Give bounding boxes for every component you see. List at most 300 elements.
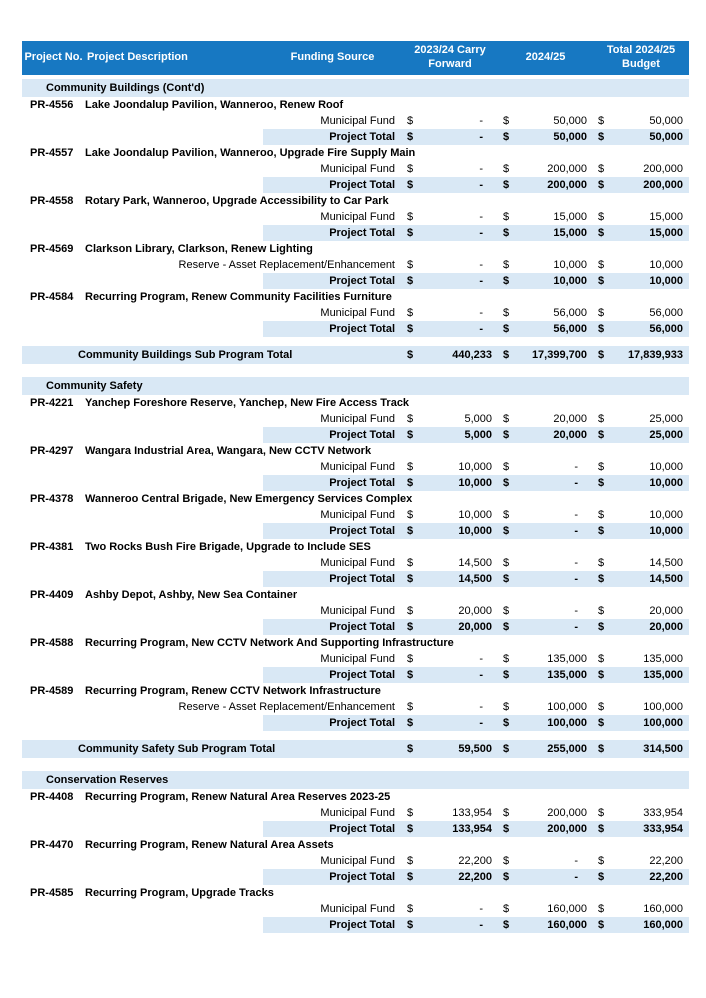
amount-value: 59,500 [458,743,492,755]
empty-cell [22,225,85,241]
project-title-row [22,443,689,459]
project-no: PR-4585 [30,887,74,899]
amount-value: 10,000 [458,525,492,537]
project-total-row [22,475,689,491]
total-budget-amount [593,257,689,273]
currency-symbol: $ [598,919,605,931]
year-2024-25-project-total [498,129,593,145]
currency-symbol: $ [503,509,510,521]
empty-cell [85,821,263,837]
project-total-label: Project Total [263,177,402,193]
year-2024-25-amount [498,901,593,917]
currency-symbol: $ [503,919,510,931]
project-total-label: Project Total [263,427,402,443]
currency-symbol: $ [503,605,510,617]
project-description: Lake Joondalup Pavilion, Wanneroo, Renew Roof [85,99,344,111]
currency-symbol: $ [598,871,605,883]
empty-cell [85,917,263,933]
funding-row [22,209,689,225]
project-description: Recurring Program, New CCTV Network And Supporting Infrastructure [85,637,454,649]
amount-value: - [479,163,483,175]
total-budget-amount [593,555,689,571]
amount-value: 10,000 [649,275,683,287]
currency-symbol: $ [407,307,414,319]
project-no: PR-4569 [30,243,74,255]
funding-source: Municipal Fund [320,115,395,127]
sub-program-total-label: Community Buildings Sub Program Total [78,349,293,361]
funding-row [22,257,689,273]
currency-symbol: $ [598,115,605,127]
empty-cell [22,507,85,523]
funding-row [22,699,689,715]
currency-symbol: $ [598,669,605,681]
funding-source: Municipal Fund [320,461,395,473]
total-budget-project-total [593,821,689,837]
capital-works-budget-table [22,41,689,933]
project-title-row [22,97,689,113]
table-body [22,75,689,933]
year-2024-25-sub-program-total [498,346,593,364]
funding-row [22,853,689,869]
total-budget-amount [593,113,689,129]
project-total-row [22,427,689,443]
currency-symbol: $ [407,823,414,835]
carry-forward-sub-program-total [402,740,498,758]
carry-forward-amount [402,699,498,715]
project-description: Recurring Program, Renew Community Facilities Furniture [85,291,392,303]
empty-cell [22,603,85,619]
currency-symbol: $ [598,557,605,569]
amount-value: 255,000 [547,743,587,755]
total-budget-amount [593,853,689,869]
project-no: PR-4297 [30,445,74,457]
empty-cell [85,523,263,539]
total-budget-project-total [593,427,689,443]
currency-symbol: $ [407,349,414,361]
funding-source: Municipal Fund [320,163,395,175]
sub-program-total-row [22,740,689,758]
project-total-label: Project Total [263,667,402,683]
currency-symbol: $ [503,259,510,271]
carry-forward-project-total [402,129,498,145]
year-2024-25-amount [498,603,593,619]
funding-source: Municipal Fund [320,509,395,521]
amount-value: 10,000 [458,461,492,473]
funding-row [22,113,689,129]
amount-value: 200,000 [643,163,683,175]
column-header-carry-forward: 2023/24 Carry Forward [414,44,486,70]
amount-value: 133,954 [452,823,492,835]
amount-value: 5,000 [464,413,492,425]
currency-symbol: $ [503,211,510,223]
currency-symbol: $ [598,509,605,521]
carry-forward-project-total [402,523,498,539]
empty-cell [22,161,85,177]
year-2024-25-amount [498,411,593,427]
project-total-row [22,321,689,337]
funding-source: Municipal Fund [320,807,395,819]
total-budget-project-total [593,475,689,491]
empty-cell [85,869,263,885]
currency-symbol: $ [598,179,605,191]
currency-symbol: $ [503,717,510,729]
carry-forward-project-total [402,475,498,491]
amount-value: - [479,653,483,665]
project-title-row [22,683,689,699]
total-budget-amount [593,651,689,667]
amount-value: 10,000 [649,525,683,537]
amount-value: 25,000 [649,429,683,441]
year-2024-25-project-total [498,225,593,241]
funding-source: Reserve - Asset Replacement/Enhancement [178,701,395,713]
amount-value: - [574,525,578,537]
column-header-project-no: Project No. [24,51,83,64]
currency-symbol: $ [503,669,510,681]
amount-value: 100,000 [643,717,683,729]
funding-source: Municipal Fund [320,653,395,665]
amount-value: - [479,131,483,143]
amount-value: 100,000 [547,701,587,713]
currency-symbol: $ [598,807,605,819]
amount-value: 14,500 [458,573,492,585]
currency-symbol: $ [598,743,605,755]
currency-symbol: $ [598,903,605,915]
project-title-row [22,587,689,603]
column-header-2024-25: 2024/25 [525,51,566,64]
currency-symbol: $ [503,573,510,585]
empty-cell [85,571,263,587]
amount-value: 314,500 [643,743,683,755]
amount-value: 20,000 [458,605,492,617]
amount-value: 56,000 [553,307,587,319]
project-title-row [22,145,689,161]
total-budget-amount [593,209,689,225]
carry-forward-project-total [402,619,498,635]
empty-cell [22,523,85,539]
amount-value: 20,000 [649,605,683,617]
year-2024-25-project-total [498,523,593,539]
amount-value: 333,954 [643,823,683,835]
carry-forward-amount [402,805,498,821]
currency-symbol: $ [407,227,414,239]
amount-value: - [479,903,483,915]
amount-value: - [479,259,483,271]
empty-cell [22,821,85,837]
project-total-row [22,917,689,933]
amount-value: - [479,701,483,713]
funding-row [22,411,689,427]
carry-forward-project-total [402,273,498,289]
amount-value: - [574,557,578,569]
funding-source: Reserve - Asset Replacement/Enhancement [178,259,395,271]
year-2024-25-amount [498,699,593,715]
amount-value: - [574,477,578,489]
project-total-label: Project Total [263,917,402,933]
project-no: PR-4588 [30,637,74,649]
year-2024-25-project-total [498,177,593,193]
amount-value: - [479,307,483,319]
currency-symbol: $ [503,307,510,319]
currency-symbol: $ [407,807,414,819]
funding-row [22,555,689,571]
currency-symbol: $ [598,131,605,143]
currency-symbol: $ [503,653,510,665]
amount-value: 135,000 [643,653,683,665]
amount-value: 20,000 [649,621,683,633]
total-budget-project-total [593,177,689,193]
empty-cell [22,427,85,443]
spacer-row [22,731,689,740]
project-total-label: Project Total [263,821,402,837]
amount-value: 56,000 [649,323,683,335]
empty-cell [22,273,85,289]
amount-value: - [479,179,483,191]
amount-value: - [574,509,578,521]
amount-value: 10,000 [458,477,492,489]
amount-value: 135,000 [643,669,683,681]
amount-value: - [574,855,578,867]
amount-value: 15,000 [649,211,683,223]
project-title-row [22,491,689,507]
carry-forward-project-total [402,715,498,731]
project-total-row [22,273,689,289]
currency-symbol: $ [598,275,605,287]
currency-symbol: $ [407,855,414,867]
year-2024-25-amount [498,507,593,523]
carry-forward-amount [402,651,498,667]
total-budget-amount [593,699,689,715]
currency-symbol: $ [598,701,605,713]
project-title-row [22,539,689,555]
total-budget-project-total [593,619,689,635]
currency-symbol: $ [503,557,510,569]
funding-row [22,507,689,523]
currency-symbol: $ [503,871,510,883]
currency-symbol: $ [407,477,414,489]
amount-value: 10,000 [649,259,683,271]
currency-symbol: $ [407,323,414,335]
total-budget-amount [593,603,689,619]
currency-symbol: $ [503,413,510,425]
carry-forward-project-total [402,571,498,587]
total-budget-project-total [593,321,689,337]
amount-value: - [479,115,483,127]
amount-value: 160,000 [643,903,683,915]
currency-symbol: $ [503,621,510,633]
year-2024-25-project-total [498,917,593,933]
carry-forward-amount [402,257,498,273]
currency-symbol: $ [407,717,414,729]
project-total-label: Project Total [263,475,402,491]
project-no: PR-4557 [30,147,74,159]
amount-value: 135,000 [547,653,587,665]
amount-value: 56,000 [649,307,683,319]
total-budget-amount [593,411,689,427]
currency-symbol: $ [407,131,414,143]
total-budget-project-total [593,523,689,539]
amount-value: 10,000 [553,259,587,271]
empty-cell [22,917,85,933]
amount-value: 20,000 [553,413,587,425]
project-no: PR-4378 [30,493,74,505]
currency-symbol: $ [503,855,510,867]
empty-cell [22,411,85,427]
currency-symbol: $ [598,429,605,441]
currency-symbol: $ [598,477,605,489]
amount-value: 160,000 [547,919,587,931]
empty-cell [22,715,85,731]
amount-value: 10,000 [458,509,492,521]
currency-symbol: $ [598,621,605,633]
project-title-row [22,837,689,853]
empty-cell [85,667,263,683]
currency-symbol: $ [407,557,414,569]
funding-source: Municipal Fund [320,557,395,569]
amount-value: 14,500 [649,557,683,569]
year-2024-25-amount [498,555,593,571]
section-header-row: Community Safety [22,377,689,395]
project-description: Yanchep Foreshore Reserve, Yanchep, New Fire Access Track [85,397,410,409]
currency-symbol: $ [407,211,414,223]
currency-symbol: $ [503,179,510,191]
year-2024-25-amount [498,113,593,129]
year-2024-25-amount [498,209,593,225]
project-total-label: Project Total [263,321,402,337]
empty-cell [85,273,263,289]
project-total-row [22,225,689,241]
funding-source: Municipal Fund [320,605,395,617]
currency-symbol: $ [598,605,605,617]
amount-value: 22,200 [458,871,492,883]
empty-cell [22,571,85,587]
currency-symbol: $ [503,807,510,819]
project-title-row [22,193,689,209]
sub-program-total-label: Community Safety Sub Program Total [78,743,276,755]
currency-symbol: $ [598,573,605,585]
empty-cell [22,805,85,821]
spacer-row [22,364,689,377]
amount-value: - [574,605,578,617]
amount-value: - [479,227,483,239]
currency-symbol: $ [598,717,605,729]
project-title-row [22,635,689,651]
project-total-row [22,571,689,587]
carry-forward-project-total [402,321,498,337]
amount-value: 50,000 [553,115,587,127]
funding-row [22,805,689,821]
currency-symbol: $ [407,179,414,191]
amount-value: 10,000 [553,275,587,287]
project-total-label: Project Total [263,869,402,885]
currency-symbol: $ [503,227,510,239]
currency-symbol: $ [407,871,414,883]
empty-cell [85,177,263,193]
amount-value: 20,000 [553,429,587,441]
empty-cell [22,901,85,917]
amount-value: - [479,717,483,729]
amount-value: 50,000 [649,131,683,143]
year-2024-25-amount [498,257,593,273]
empty-cell [85,475,263,491]
currency-symbol: $ [503,743,510,755]
currency-symbol: $ [598,653,605,665]
total-budget-amount [593,305,689,321]
amount-value: 20,000 [458,621,492,633]
currency-symbol: $ [407,413,414,425]
currency-symbol: $ [503,701,510,713]
total-budget-amount [593,459,689,475]
currency-symbol: $ [598,413,605,425]
empty-cell [22,475,85,491]
amount-value: - [479,919,483,931]
empty-cell [22,305,85,321]
currency-symbol: $ [598,349,605,361]
funding-row [22,603,689,619]
empty-cell [85,129,263,145]
project-total-row [22,523,689,539]
project-description: Recurring Program, Upgrade Tracks [85,887,274,899]
currency-symbol: $ [407,115,414,127]
project-description: Lake Joondalup Pavilion, Wanneroo, Upgrade Fire Supply Main [85,147,416,159]
amount-value: 50,000 [649,115,683,127]
empty-cell [22,619,85,635]
empty-cell [85,225,263,241]
carry-forward-amount [402,901,498,917]
funding-source: Municipal Fund [320,903,395,915]
total-budget-amount [593,901,689,917]
currency-symbol: $ [503,429,510,441]
project-total-row [22,667,689,683]
currency-symbol: $ [407,259,414,271]
year-2024-25-project-total [498,715,593,731]
currency-symbol: $ [503,323,510,335]
project-description: Ashby Depot, Ashby, New Sea Container [85,589,298,601]
project-total-label: Project Total [263,225,402,241]
currency-symbol: $ [503,461,510,473]
carry-forward-amount [402,459,498,475]
amount-value: 17,839,933 [627,349,683,361]
project-no: PR-4556 [30,99,74,111]
currency-symbol: $ [407,669,414,681]
empty-cell [85,321,263,337]
carry-forward-project-total [402,869,498,885]
carry-forward-project-total [402,821,498,837]
empty-cell [22,459,85,475]
total-budget-project-total [593,129,689,145]
year-2024-25-project-total [498,571,593,587]
year-2024-25-amount [498,161,593,177]
carry-forward-amount [402,113,498,129]
amount-value: 15,000 [553,227,587,239]
project-no: PR-4408 [30,791,74,803]
currency-symbol: $ [407,461,414,473]
sub-program-total-row [22,346,689,364]
amount-value: 440,233 [452,349,492,361]
currency-symbol: $ [503,131,510,143]
amount-value: 10,000 [649,461,683,473]
total-budget-project-total [593,869,689,885]
empty-cell [22,113,85,129]
amount-value: 15,000 [553,211,587,223]
currency-symbol: $ [503,525,510,537]
project-no: PR-4589 [30,685,74,697]
empty-cell [22,177,85,193]
funding-row [22,651,689,667]
carry-forward-amount [402,411,498,427]
project-total-label: Project Total [263,273,402,289]
carry-forward-project-total [402,667,498,683]
funding-source: Municipal Fund [320,211,395,223]
